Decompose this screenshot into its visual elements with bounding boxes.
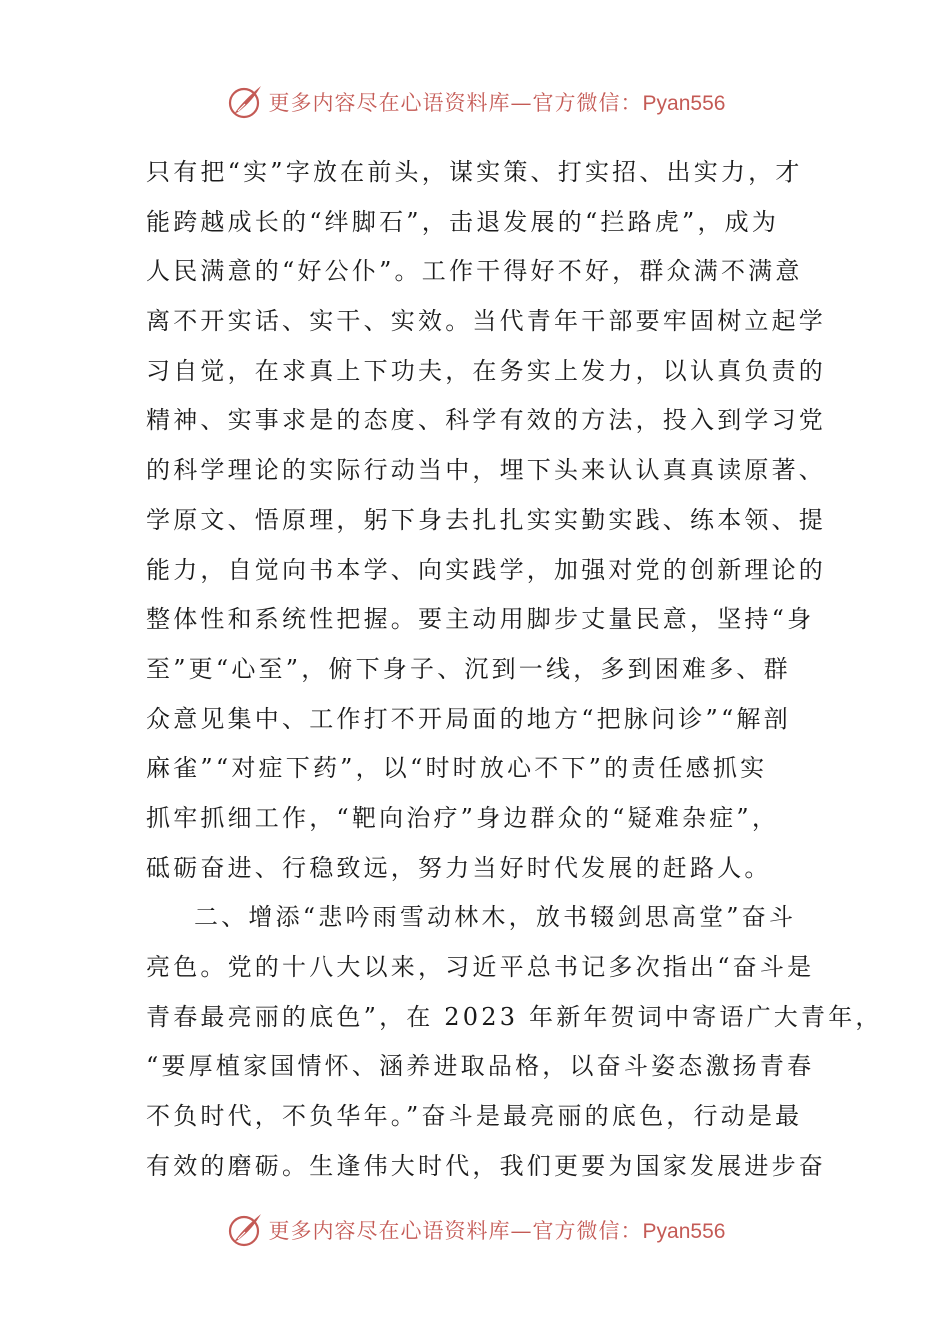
text-line: 习自觉，在求真上下功夫，在务实上发力，以认真负责的 bbox=[146, 356, 826, 385]
footer-watermark-banner bbox=[0, 1208, 950, 1252]
text-line: 麻雀”“对症下药”，以“时时放心不下”的责任感抓实 bbox=[146, 754, 768, 783]
footer-banner-text: 更多内容尽在心语资料库—官方微信：Pyan556 bbox=[268, 1219, 726, 1243]
text-line: 青春最亮丽的底色”，在 2023 年新年贺词中寄语广大青年， bbox=[146, 1002, 883, 1031]
text-line: 的科学理论的实际行动当中，埋下头来认认真真读原著、 bbox=[146, 456, 826, 485]
text-line: 亮色。党的十八大以来，习近平总书记多次指出“奋斗是 bbox=[146, 953, 815, 981]
header-banner-text: 更多内容尽在心语资料库—官方微信：Pyan556 bbox=[268, 91, 726, 115]
header-watermark-banner bbox=[0, 80, 950, 124]
quill-pen-circle-icon bbox=[225, 1210, 265, 1250]
document-body bbox=[146, 148, 883, 1191]
text-line: 精神、实事求是的态度、科学有效的方法，投入到学习党 bbox=[146, 406, 826, 435]
text-line: 至”更“心至”，俯下身子、沉到一线，多到困难多、群 bbox=[146, 654, 791, 683]
section-heading-line: 二、增添“悲吟雨雪动林木，放书辍剑思高堂”奋斗 bbox=[194, 903, 797, 932]
header-wechat-handle: Pyan556 bbox=[642, 92, 726, 115]
text-line: 能跨越成长的“绊脚石”，击退发展的“拦路虎”，成为 bbox=[146, 207, 780, 236]
text-line: “要厚植家国情怀、涵养进取品格，以奋斗姿态激扬青春 bbox=[146, 1052, 815, 1081]
text-line: 人民满意的“好公仆”。工作干得好不好，群众满不满意 bbox=[146, 257, 803, 286]
text-line: 离不开实话、实干、实效。当代青年干部要牢固树立起学 bbox=[146, 307, 826, 336]
text-line: 不负时代，不负华年。”奋斗是最亮丽的底色，行动是最 bbox=[146, 1102, 803, 1131]
text-line: 有效的磨砺。生逢伟大时代，我们更要为国家发展进步奋 bbox=[146, 1151, 826, 1180]
footer-wechat-handle: Pyan556 bbox=[642, 1220, 726, 1243]
text-line: 能力，自觉向书本学、向实践学，加强对党的创新理论的 bbox=[146, 555, 826, 584]
text-line: 整体性和系统性把握。要主动用脚步丈量民意，坚持“身 bbox=[146, 605, 815, 634]
text-line: 众意见集中、工作打不开局面的地方“把脉问诊”“解剖 bbox=[146, 704, 791, 733]
text-line: 抓牢抓细工作，“靶向治疗”身边群众的“疑难杂症”， bbox=[146, 803, 780, 832]
text-line: 砥砺奋进、行稳致远，努力当好时代发展的赶路人。 bbox=[146, 853, 772, 882]
quill-pen-circle-icon bbox=[225, 82, 265, 122]
text-line: 学原文、悟原理，躬下身去扎扎实实勤实践、练本领、提 bbox=[146, 505, 826, 534]
text-line: 只有把“实”字放在前头，谋实策、打实招、出实力，才 bbox=[146, 158, 803, 186]
